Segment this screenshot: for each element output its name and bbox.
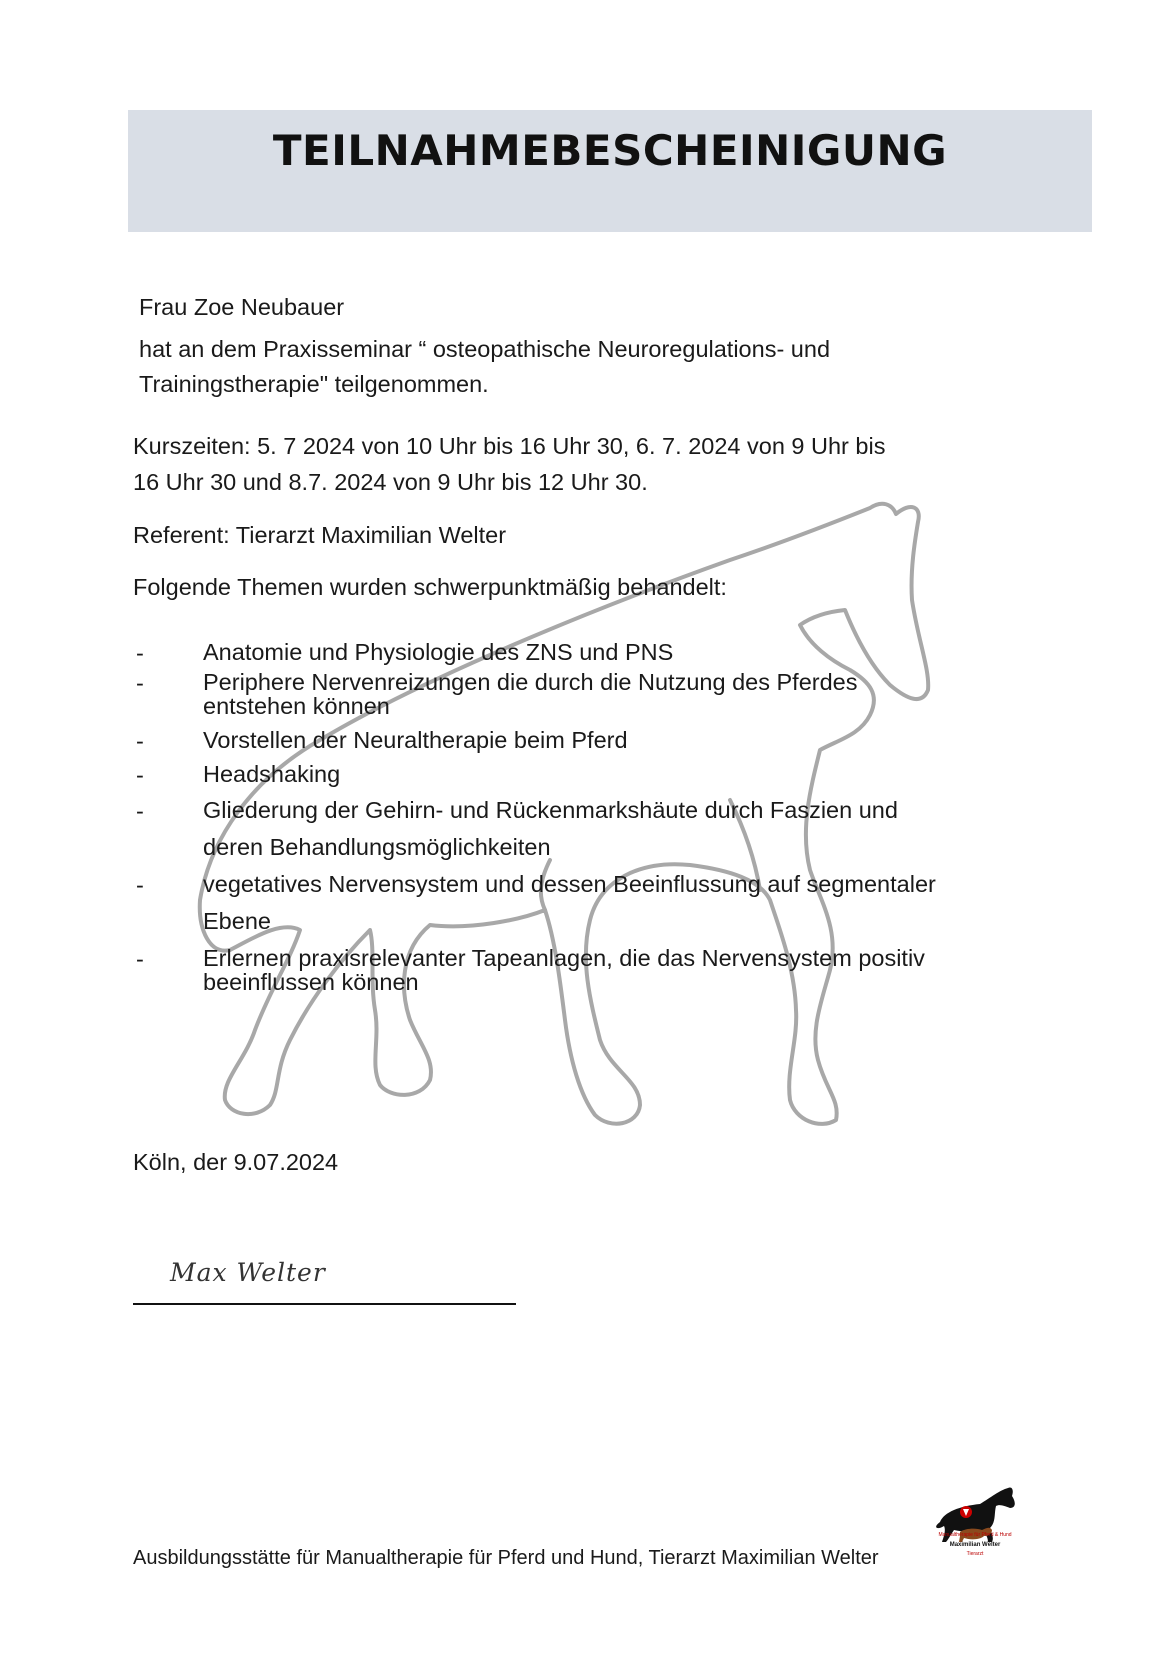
- list-dash: -: [136, 728, 144, 754]
- list-item-text: Headshaking: [203, 761, 341, 787]
- logo-role: Tierarzt: [966, 1551, 984, 1557]
- course-times-line-2: 16 Uhr 30 und 8.7. 2024 von 9 Uhr bis 12 Uhr 30.: [133, 469, 648, 495]
- list-dash: -: [136, 670, 144, 696]
- recipient-name: Frau Zoe Neubauer: [139, 294, 345, 320]
- list-item-text: Vorstellen der Neuraltherapie beim Pferd: [203, 727, 628, 753]
- logo-subtitle: Manualtherapie für Pferd & Hund: [938, 1532, 1012, 1538]
- participation-line-2: Trainingstherapie" teilgenommen.: [139, 371, 489, 397]
- list-item-text: beeinflussen können: [203, 969, 419, 995]
- signature-line: [133, 1303, 516, 1305]
- list-dash: -: [136, 872, 144, 898]
- list-item-text: Periphere Nervenreizungen die durch die Nutzung des Pferdes: [203, 669, 858, 695]
- list-item-text: entstehen können: [203, 693, 390, 719]
- topics-intro: Folgende Themen wurden schwerpunktmäßig behandelt:: [133, 574, 727, 600]
- signature: Max Welter: [170, 1258, 326, 1287]
- list-dash: -: [136, 762, 144, 788]
- list-dash: -: [136, 946, 144, 972]
- list-item-text: Erlernen praxisrelevanter Tapeanlagen, die das Nervensystem positiv: [203, 945, 925, 971]
- participation-line-1: hat an dem Praxisseminar “ osteopathische Neuroregulations- und: [139, 336, 831, 362]
- page-title: TEILNAHMEBESCHEINIGUNG: [272, 126, 948, 175]
- list-dash: -: [136, 640, 144, 666]
- list-item-text: vegetatives Nervensystem und dessen Beeinflussung auf segmentaler: [203, 871, 936, 897]
- logo-name: Maximilian Welter: [949, 1542, 1001, 1548]
- title-banner: [128, 110, 1092, 232]
- footer-text: Ausbildungsstätte für Manualtherapie für Pferd und Hund, Tierarzt Maximilian Welter: [133, 1547, 879, 1569]
- list-dash: -: [136, 798, 144, 824]
- list-item-text: deren Behandlungsmöglichkeiten: [203, 834, 551, 860]
- list-item-text: Anatomie und Physiologie des ZNS und PNS: [203, 639, 674, 665]
- referent: Referent: Tierarzt Maximilian Welter: [133, 522, 507, 548]
- list-item-text: Gliederung der Gehirn- und Rückenmarkshäute durch Faszien und: [203, 797, 898, 823]
- list-item-text: Ebene: [203, 908, 271, 934]
- place-date: Köln, der 9.07.2024: [133, 1149, 339, 1175]
- course-times-line-1: Kurszeiten: 5. 7 2024 von 10 Uhr bis 16 Uhr 30, 6. 7. 2024 von 9 Uhr bis: [133, 433, 886, 459]
